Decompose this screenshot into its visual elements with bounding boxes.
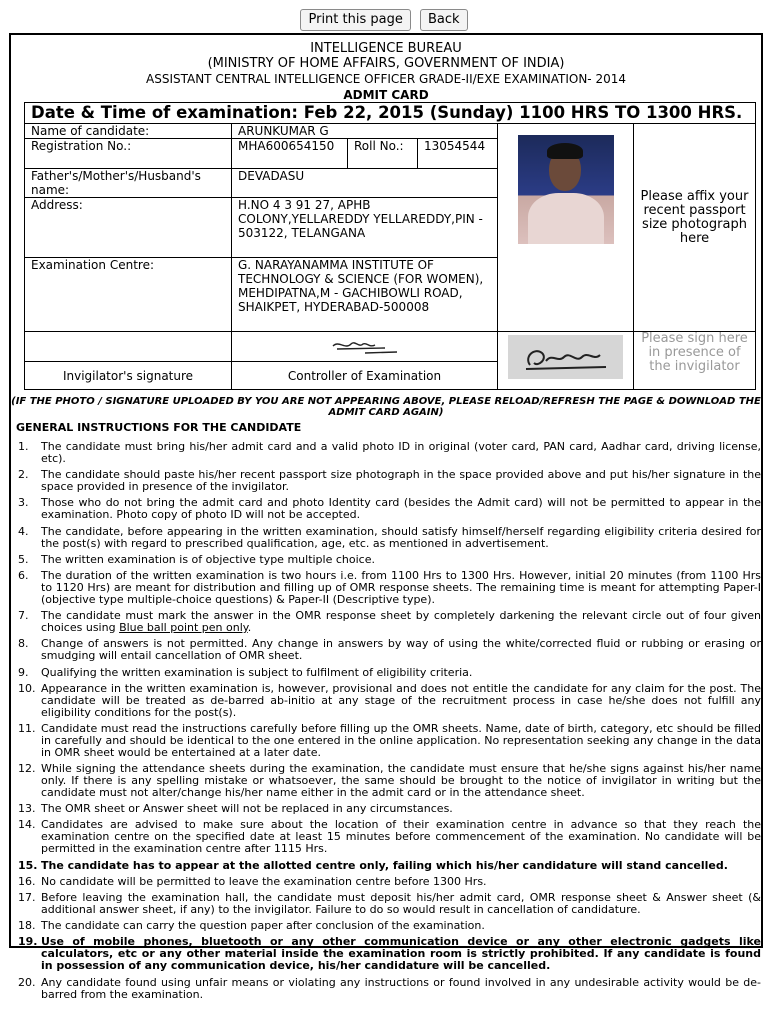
instruction-item: 19. Use of mobile phones, bluetooth or any other communication device or any other electronic gadgets like calculators, etc or any other material inside the examination room is strictly prohibited. If any candidate is found in possession of any communication device, his/her candidature will be cancelled.	[18, 935, 761, 973]
instruction-text: The candidate can carry the question paper after conclusion of the examination.	[41, 919, 485, 933]
instruction-text: Those who do not bring the admit card and photo Identity card (besides the Admit card) will not be permitted to appear in the examination. Photo copy of photo ID will not be accepted.	[41, 496, 761, 522]
roll-label: Roll No.:	[348, 139, 418, 169]
instruction-text: The candidate, before appearing in the written examination, should satisfy himself/herself regarding eligibility criteria desired for the post(s) with regard to prescribed qualification, age, etc. as mentioned in advertisement.	[41, 524, 761, 550]
instruction-text: Appearance in the written examination is, however, provisional and does not entitle the candidate for any claim for the post. The candidate will be treated as de-barred ab-initio at any stage of the recruitment process in case he/she does not fulfill any eligibility conditions for the post(s).	[41, 681, 761, 719]
exam-date-time: Date & Time of examination: Feb 22, 2015 (Sunday) 1100 HRS TO 1300 HRS.	[25, 103, 756, 124]
ministry-name: (MINISTRY OF HOME AFFAIRS, GOVERNMENT OF INDIA)	[207, 56, 565, 71]
instruction-text: The candidate has to appear at the allotted centre only, failing which his/her candidature will stand cancelled.	[41, 858, 728, 872]
instruction-underlined: Blue ball point pen only	[119, 621, 248, 635]
address-label: Address:	[25, 198, 232, 258]
instruction-item: 15. The candidate has to appear at the allotted centre only, failing which his/her candidature will stand cancelled.	[18, 858, 728, 872]
instruction-item: 3. Those who do not bring the admit card and photo Identity card (besides the Admit card) will not be permitted to appear in the examination. Photo copy of photo ID will not be accepted.	[18, 496, 761, 522]
instruction-item: 14. Candidates are advised to make sure about the location of their examination centre in advance so that they reach the examination centre on the specified date at least 15 minutes before commencement of the examination. No candidate will be permitted in the examination centre after 1115 Hrs.	[18, 818, 761, 856]
controller-signature	[232, 332, 498, 362]
instruction-item: 17. Before leaving the examination hall, the candidate must deposit his/her admit card, OMR response sheet & Answer sheet (& additional answer sheet, if any) to the invigilator. Failure to do so would result in cancellation of candidature.	[18, 891, 761, 916]
controller-label: Controller of Examination	[232, 362, 498, 390]
back-button[interactable]: Back	[420, 9, 468, 31]
instruction-item: 11. Candidate must read the instructions carefully before filling up the OMR sheets. Name, date of birth, category, etc should be filled in carefully and should be identical to the one entered in the online application. No representation seeking any change in the data in OMR sheet would be entertained at a later date.	[18, 721, 761, 759]
address-value: H.NO 4 3 91 27, APHB COLONY,YELLAREDDY YELLAREDDY,PIN - 503122, TELANGANA	[232, 198, 498, 258]
instruction-item: 1. The candidate must bring his/her admit card and a valid photo ID in original (voter card, PAN card, Aadhar card, driving license, etc).	[18, 440, 761, 465]
exam-centre-value: G. NARAYANAMMA INSTITUTE OF TECHNOLOGY & SCIENCE (FOR WOMEN), MEHDIPATNA,M - GACHIBOWLI ROAD, SHAIKPET, HYDERABAD-500008	[232, 258, 498, 332]
instruction-text: Change of answers is not permitted. Any change in answers by way of using the white/corrected fluid or rubbing or erasing or smudging will entail cancellation of OMR sheet.	[41, 637, 761, 663]
instruction-text: The written examination is of objective type multiple choice.	[41, 552, 375, 566]
registration-label: Registration No.:	[25, 139, 232, 169]
instruction-text: Qualifying the written examination is subject to fulfilment of eligibility criteria.	[41, 665, 473, 679]
invigilator-signature-label: Invigilator's signature	[25, 362, 232, 390]
instruction-text: The candidate should paste his/her recent passport size photograph in the space provided above and put his/her signature in the space provided in presence of the invigilator.	[41, 468, 761, 494]
instruction-item: 18. The candidate can carry the question paper after conclusion of the examination.	[18, 919, 485, 933]
candidate-signature-cell	[498, 332, 634, 390]
instruction-text: The OMR sheet or Answer sheet will not be replaced in any circumstances.	[41, 802, 453, 816]
print-button[interactable]: Print this page	[300, 9, 410, 31]
instruction-text: Use of mobile phones, bluetooth or any other communication device or any other electronic gadgets like calculators, etc or any other material inside the examination room is strictly prohibited. If any candidate is found in possession of any communication device, his/her candidature will be cancelled.	[41, 935, 761, 973]
candidate-details-table	[24, 102, 756, 390]
registration-value: MHA600654150	[232, 139, 348, 169]
controller-signature-icon	[325, 336, 405, 358]
toolbar	[0, 8, 768, 31]
father-name-label: Father's/Mother's/Husband's name:	[25, 169, 232, 198]
candidate-signature-image	[508, 335, 623, 379]
instruction-text: Any candidate found using unfair means or violating any instructions or found involved in any undesirable activity would be de-barred from the examination.	[41, 975, 761, 1001]
instruction-item: 9. Qualifying the written examination is subject to fulfilment of eligibility criteria.	[18, 665, 473, 679]
photo-cell	[498, 124, 634, 332]
instructions-title: GENERAL INSTRUCTIONS FOR THE CANDIDATE	[16, 421, 302, 434]
reload-note: (IF THE PHOTO / SIGNATURE UPLOADED BY YOU ARE NOT APPEARING ABOVE, PLEASE RELOAD/REFRESH THE PAGE & DOWNLOAD THE ADMIT CARD AGAIN)	[11, 396, 761, 418]
instruction-text: While signing the attendance sheets during the examination, the candidate must ensure that he/she signs against his/her name only. If there is any spelling mistake or whatsoever, the same should be brought to the notice of invigilator in writing but the candidate must not alter/change his/her name either in the admit card or in the attendance sheet.	[41, 762, 761, 800]
instruction-item: 4. The candidate, before appearing in the written examination, should satisfy himself/herself regarding eligibility criteria desired for the post(s) with regard to prescribed qualification, age, etc. as mentioned in advertisement.	[18, 524, 761, 550]
instruction-item: 5. The written examination is of objective type multiple choice.	[18, 552, 375, 566]
please-sign-box: Please sign here in presence of the invigilator	[634, 332, 756, 390]
father-name-value: DEVADASU	[232, 169, 498, 198]
name-label: Name of candidate:	[25, 124, 232, 139]
admit-card	[9, 33, 763, 1001]
instruction-item: 13. The OMR sheet or Answer sheet will not be replaced in any circumstances.	[18, 802, 453, 816]
name-value: ARUNKUMAR G	[232, 124, 498, 139]
admit-card-title: ADMIT CARD	[343, 88, 429, 102]
instruction-item: 2. The candidate should paste his/her recent passport size photograph in the space provided above and put his/her signature in the space provided in presence of the invigilator.	[18, 468, 761, 494]
instruction-item: 10. Appearance in the written examination is, however, provisional and does not entitle the candidate for any claim for the post. The candidate will be treated as de-barred ab-initio at any stage of the recruitment process in case he/she does not fulfill any eligibility conditions for the post(s).	[18, 681, 761, 719]
invigilator-sign-box	[25, 332, 232, 362]
instruction-text: No candidate will be permitted to leave the examination centre before 1300 Hrs.	[41, 874, 487, 888]
exam-name: ASSISTANT CENTRAL INTELLIGENCE OFFICER GRADE-II/EXE EXAMINATION- 2014	[146, 72, 626, 86]
roll-value: 13054544	[418, 139, 498, 169]
instruction-item: 16. No candidate will be permitted to leave the examination centre before 1300 Hrs.	[18, 874, 487, 888]
instruction-item: 20. Any candidate found using unfair means or violating any instructions or found involved in any undesirable activity would be de-barred from the examination.	[18, 975, 761, 1001]
affix-photo-box: Please affix your recent passport size photograph here	[634, 124, 756, 332]
exam-centre-label: Examination Centre:	[25, 258, 232, 332]
instruction-text: The candidate must bring his/her admit card and a valid photo ID in original (voter card, PAN card, Aadhar card, driving license, etc).	[41, 440, 761, 465]
instruction-text: Candidate must read the instructions carefully before filling up the OMR sheets. Name, date of birth, category, etc should be filled in carefully and should be identical to the one entered in the online application. No representation seeking any change in the data in OMR sheet would be entertained at a later date.	[41, 721, 761, 759]
instruction-text: The candidate must mark the answer in the OMR response sheet by completely darkening the relevant circle out of four given choices using	[41, 609, 761, 635]
instruction-item: 12. While signing the attendance sheets during the examination, the candidate must ensure that he/she signs against his/her name only. If there is any spelling mistake or whatsoever, the same should be brought to the notice of invigilator in writing but the candidate must not alter/change his/her name either in the admit card or in the attendance sheet.	[18, 762, 761, 800]
instruction-text: Candidates are advised to make sure about the location of their examination centre in advance so that they reach the examination centre on the specified date at least 15 minutes before commencement of the examination. No candidate will be permitted in the examination centre after 1115 Hrs.	[41, 818, 761, 856]
instruction-item: 6. The duration of the written examination is two hours i.e. from 1100 Hrs to 1300 Hrs. However, initial 20 minutes (from 1100 Hrs to 1120 Hrs) are meant for distribution and filling up of OMR response sheets. The remaining time is meant for attempting Paper-I (objective type multiple-choice questions) & Paper-II (Descriptive type).	[18, 568, 761, 606]
instruction-item: 7. The candidate must mark the answer in the OMR response sheet by completely darkening the relevant circle out of four given choices using Blue ball point pen only.	[18, 609, 761, 635]
instruction-text: The duration of the written examination is two hours i.e. from 1100 Hrs to 1300 Hrs. However, initial 20 minutes (from 1100 Hrs to 1120 Hrs) are meant for distribution and filling up of OMR response sheets. The remaining time is meant for attempting Paper-I (objective type multiple-choice questions) & Paper-II (Descriptive type).	[41, 568, 761, 606]
instruction-text: Before leaving the examination hall, the candidate must deposit his/her admit card, OMR response sheet & Answer sheet (& additional answer sheet, if any) to the invigilator. Failure to do so would result in cancellation of candidature.	[41, 891, 761, 916]
org-name: INTELLIGENCE BUREAU	[310, 41, 462, 56]
instructions-list	[18, 440, 761, 1005]
candidate-photo	[518, 135, 614, 244]
instruction-item: 8. Change of answers is not permitted. Any change in answers by way of using the white/corrected fluid or rubbing or erasing or smudging will entail cancellation of OMR sheet.	[18, 637, 761, 663]
